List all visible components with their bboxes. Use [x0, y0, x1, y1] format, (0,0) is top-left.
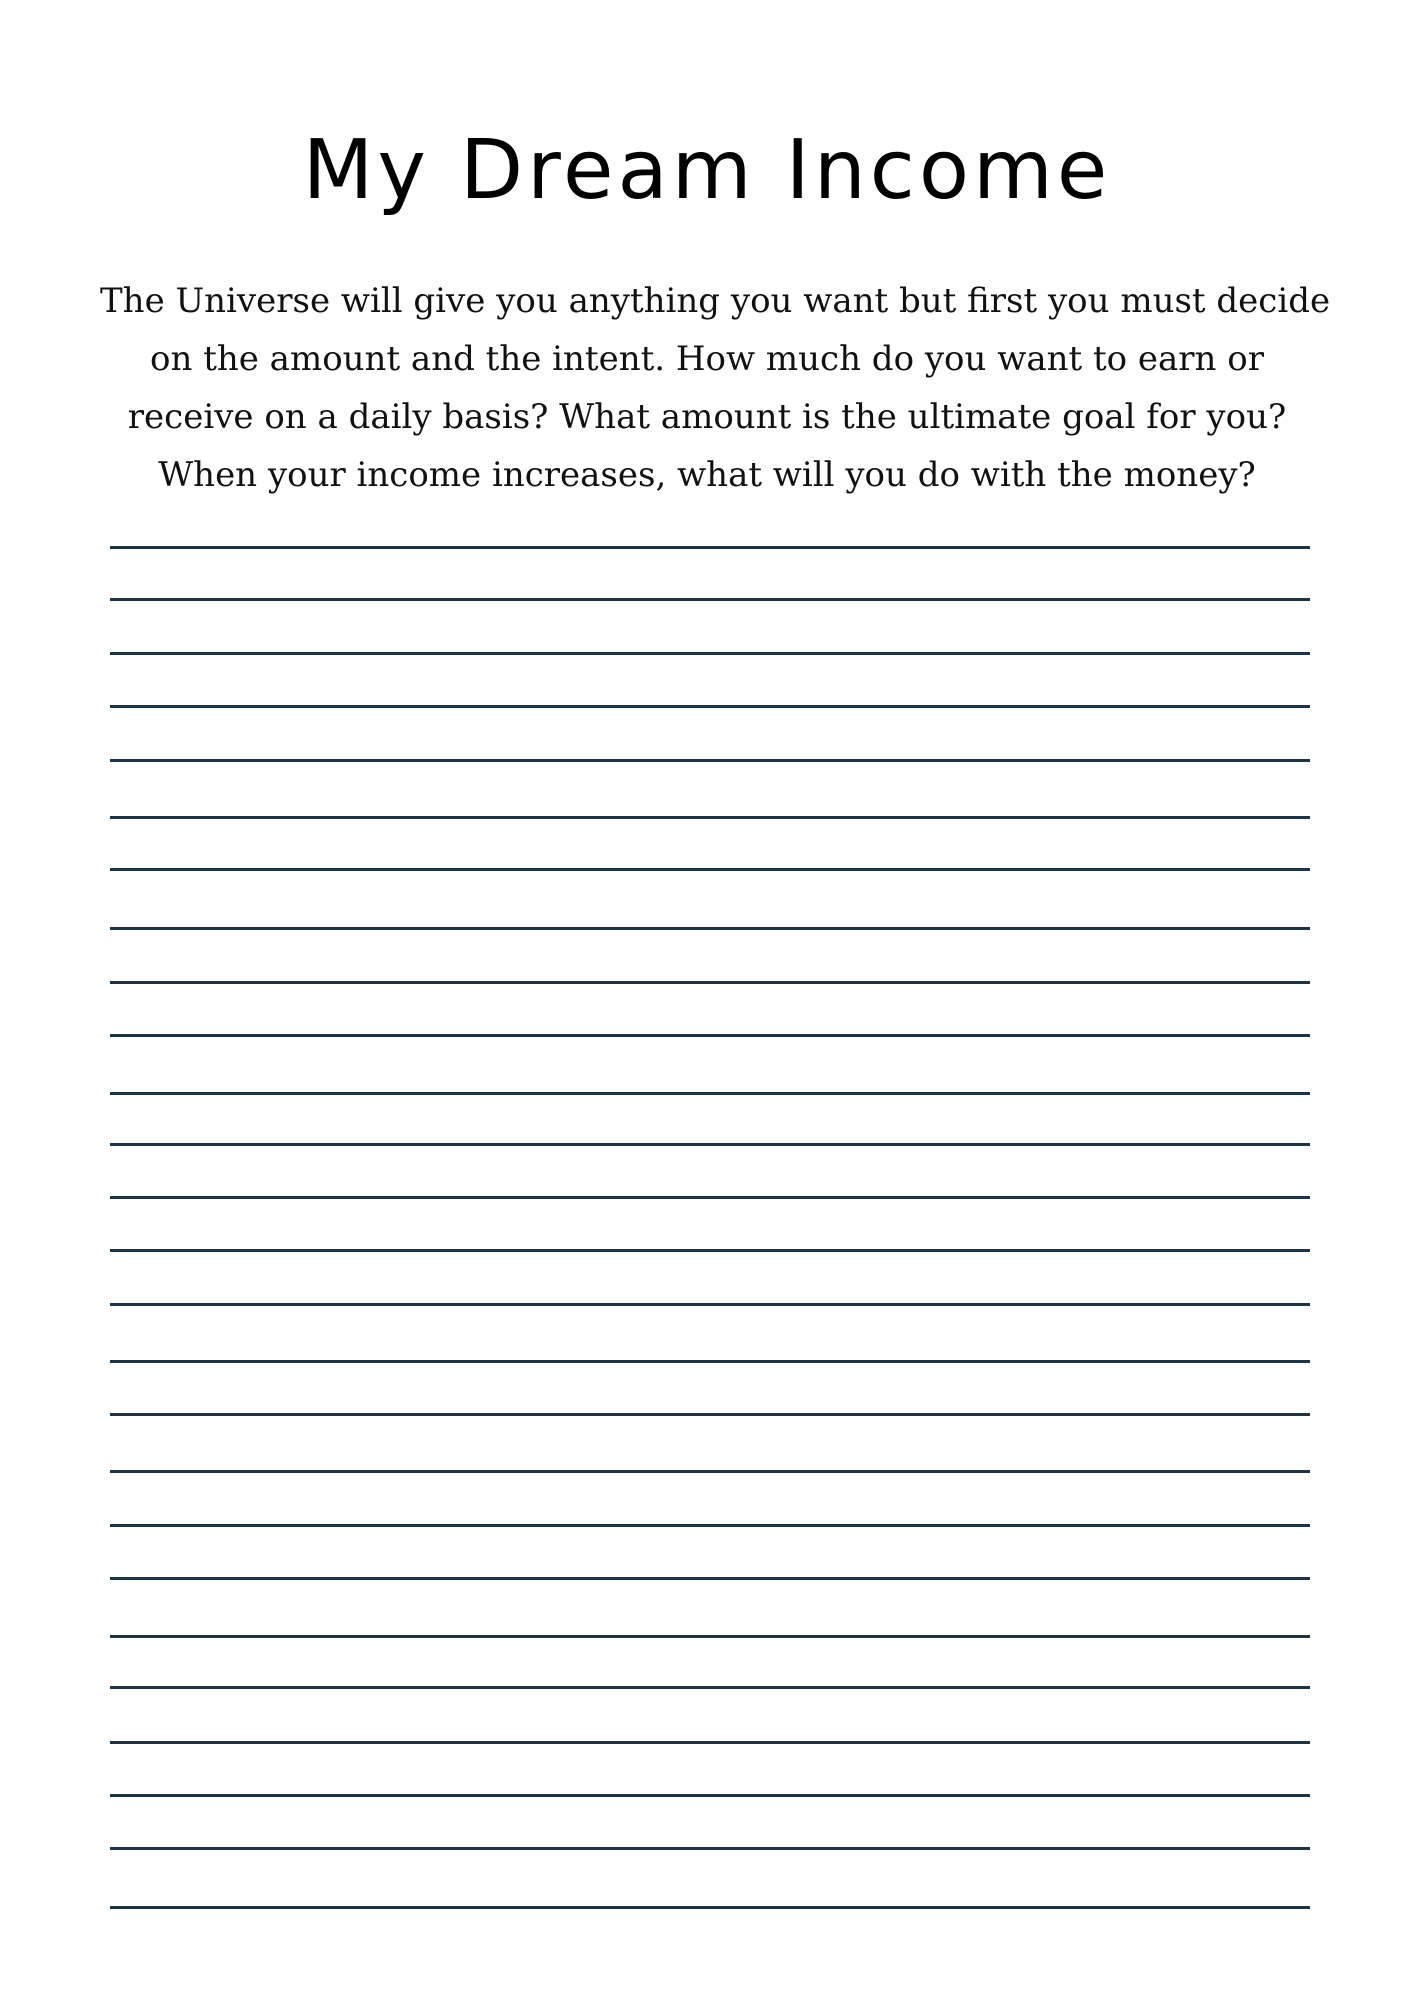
writing-line[interactable]: [110, 981, 1310, 984]
writing-line[interactable]: [110, 759, 1310, 762]
writing-line[interactable]: [110, 546, 1310, 549]
writing-line[interactable]: [110, 1577, 1310, 1580]
writing-line[interactable]: [110, 1524, 1310, 1527]
intro-line: on the amount and the intent. How much do you want to earn or: [150, 339, 1264, 379]
writing-line[interactable]: [110, 816, 1310, 819]
writing-line[interactable]: [110, 1034, 1310, 1037]
page-title: My Dream Income: [302, 123, 1112, 218]
writing-line[interactable]: [110, 1470, 1310, 1473]
writing-line[interactable]: [110, 868, 1310, 871]
writing-line[interactable]: [110, 1303, 1310, 1306]
writing-line[interactable]: [110, 1092, 1310, 1095]
writing-line[interactable]: [110, 1847, 1310, 1850]
writing-line[interactable]: [110, 1635, 1310, 1638]
writing-line[interactable]: [110, 1143, 1310, 1146]
writing-line[interactable]: [110, 652, 1310, 655]
writing-line[interactable]: [110, 1413, 1310, 1416]
writing-line[interactable]: [110, 1360, 1310, 1363]
writing-line[interactable]: [110, 1249, 1310, 1252]
writing-line[interactable]: [110, 1686, 1310, 1689]
writing-line[interactable]: [110, 1196, 1310, 1199]
writing-line[interactable]: [110, 927, 1310, 930]
intro-line: receive on a daily basis? What amount is the ultimate goal for you?: [127, 397, 1287, 437]
writing-line[interactable]: [110, 1794, 1310, 1797]
intro-line: When your income increases, what will you do with the money?: [158, 455, 1256, 495]
writing-line[interactable]: [110, 705, 1310, 708]
intro-line: The Universe will give you anything you want but first you must decide: [100, 281, 1331, 321]
writing-line[interactable]: [110, 1741, 1310, 1744]
writing-line[interactable]: [110, 1906, 1310, 1909]
writing-line[interactable]: [110, 598, 1310, 601]
